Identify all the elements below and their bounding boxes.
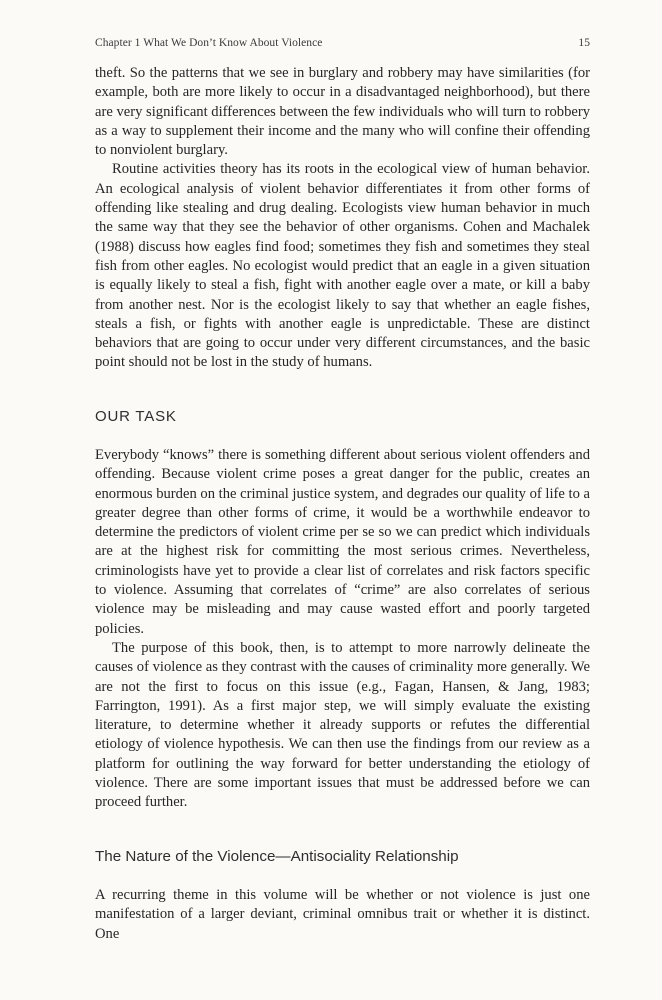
paragraph: Routine activities theory has its roots in the ecological view of human behavior. An ecological analysis of violent behavior differentiates it from other forms of offending like stealing and drug dealing. Ecologists view human behavior in much the same way that they see the behavior of other organisms. Cohen and Machalek (1988) discuss how eagles find food; sometimes they fish and sometimes they steal fish from other eagles. No ecologist would predict that an eagle in a given situation is equally likely to steal a fish, fight with another eagle over a mate, or kill a baby from another nest. Nor is the ecologist likely to say that whether an eagle fishes, steals a fish, or fights with another eagle is unpredictable. These are distinct behaviors that are going to occur under very different circumstances, and the basic point should not be lost in the study of humans. <box>95 161 590 371</box>
paragraph: theft. So the patterns that we see in burglary and robbery may have similarities (for example, both are more likely to occur in a disadvantaged neighborhood), but there are very significant differences between the few individuals who will turn to robbery as a way to supplement their income and the many who will confine their offending to nonviolent burglary. <box>95 65 590 159</box>
chapter-title: Chapter 1 What We Don’t Know About Violence <box>95 37 323 49</box>
paragraph: A recurring theme in this volume will be whether or not violence is just one manifestation of a larger deviant, criminal omnibus trait or whether it is distinct. One <box>95 887 590 942</box>
our-task-text <box>95 446 590 813</box>
page-number: 15 <box>578 37 590 49</box>
section-continued-text <box>95 64 590 373</box>
subsection-text <box>95 886 590 944</box>
paragraph: The purpose of this book, then, is to attempt to more narrowly delineate the causes of violence as they contrast with the causes of criminality more generally. We are not the first to focus on this issue (e.g., Fagan, Hansen, & Jang, 1983; Farrington, 1991). As a first major step, we will simply evaluate the existing literature, to determine whether it already supports or refutes the differential etiology of violence hypothesis. We can then use the findings from our review as a platform for outlining the way forward for better understanding the etiology of violence. There are some important issues that must be addressed before we can proceed further. <box>95 639 590 811</box>
section-heading: OUR TASK <box>95 408 177 425</box>
running-head <box>95 37 590 49</box>
subsection-heading: The Nature of the Violence—Antisociality Relationship <box>95 848 459 865</box>
paragraph: Everybody “knows” there is something different about serious violent offenders and offending. Because violent crime poses a great danger for the public, creates an enormous burden on the criminal justice system, and degrades our quality of life to a greater degree than other forms of crime, it would be a worthwhile endeavor to determine the predictors of violent crime per se so we can predict which individuals are at the highest risk for committing the most serious crimes. Nevertheless, criminologists have yet to provide a clear list of correlates and risk factors specific to violence. Assuming that correlates of “crime” are also correlates of serious violence may be misleading and may cause wasted effort and poorly targeted policies. <box>95 447 590 637</box>
